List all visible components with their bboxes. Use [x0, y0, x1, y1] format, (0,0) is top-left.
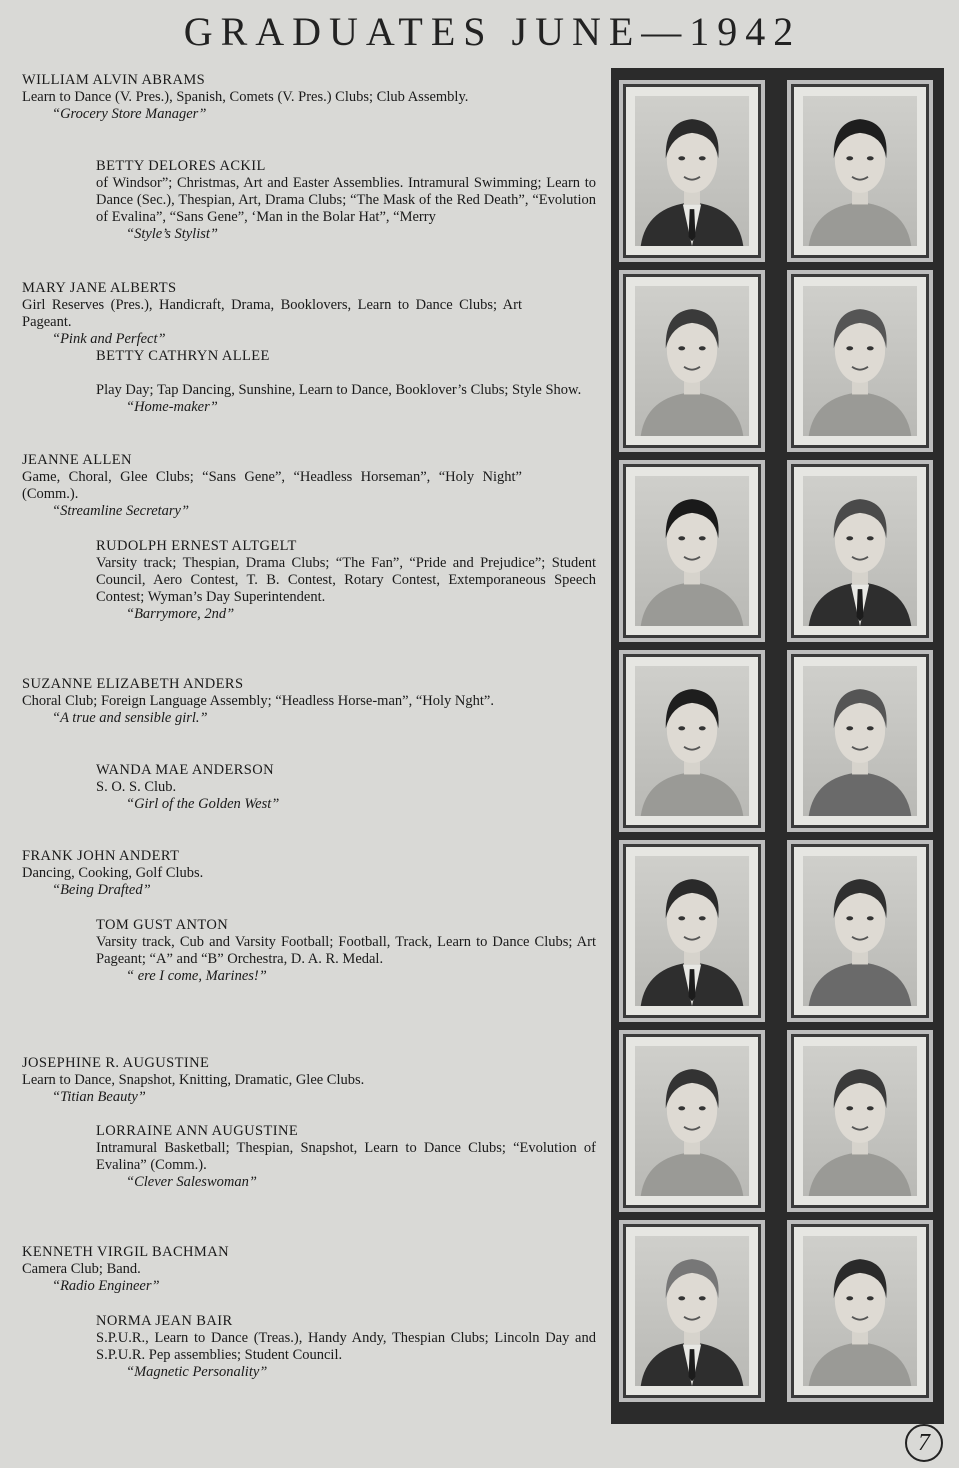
graduate-name: BETTY CATHRYN ALLEE [96, 348, 270, 364]
graduate-quote: “Titian Beauty” [52, 1089, 146, 1105]
portrait-right-eye [699, 916, 706, 920]
portrait-right-eye [699, 1106, 706, 1110]
portrait-shoulders [641, 1152, 744, 1196]
graduate-name: NORMA JEAN BAIR [96, 1313, 233, 1329]
graduate-quote: “A true and sensible girl.” [52, 710, 208, 726]
portrait-left-eye [678, 536, 685, 540]
portrait-left-eye [846, 726, 853, 730]
portrait-photo [803, 1046, 917, 1196]
portrait-silhouette [803, 476, 917, 626]
portrait-photo [635, 96, 749, 246]
entry-suzanne-anders [22, 676, 522, 727]
portrait-shoulders [809, 1342, 912, 1386]
graduate-portrait [619, 840, 765, 1022]
graduate-quote: “Girl of the Golden West” [126, 796, 280, 812]
portrait-left-eye [678, 1296, 685, 1300]
portrait-photo [635, 856, 749, 1006]
graduate-quote: “Pink and Perfect” [52, 331, 166, 347]
graduate-name: JEANNE ALLEN [22, 452, 132, 468]
portrait-photo [635, 1046, 749, 1196]
graduate-activities: of Windsor”; Christmas, Art and Easter Assemblies. Intramural Swimming; Learn to Dance (Sec.), Thespian, Art, Drama Clubs; “The Mask of the Red Death”, “Evolution of Evalina”, “Sans Gene”, ‘Man in the Bolar Hat”, “Merry [96, 175, 596, 225]
portrait-right-eye [867, 156, 874, 160]
entry-rudolph-altgelt [96, 538, 596, 623]
portrait-right-eye [699, 536, 706, 540]
portrait-left-eye [846, 1296, 853, 1300]
portrait-silhouette [803, 856, 917, 1006]
portrait-shoulders [809, 392, 912, 436]
portrait-left-eye [678, 916, 685, 920]
graduate-name: FRANK JOHN ANDERT [22, 848, 180, 864]
graduate-name: JOSEPHINE R. AUGUSTINE [22, 1055, 210, 1071]
graduate-activities: Camera Club; Band. [22, 1261, 141, 1277]
portrait-left-eye [678, 1106, 685, 1110]
portrait-silhouette [803, 1236, 917, 1386]
portrait-shoulders [641, 582, 744, 626]
entry-lorraine-augustine [96, 1123, 596, 1191]
portrait-left-eye [678, 156, 685, 160]
page-title: GRADUATES JUNE—1942 [183, 9, 802, 54]
portrait-photo [803, 476, 917, 626]
graduate-portrait [787, 460, 933, 642]
portrait-photo [803, 666, 917, 816]
graduate-quote: “Clever Saleswoman” [126, 1174, 257, 1190]
entry-betty-ackil [96, 158, 596, 243]
graduate-name: BETTY DELORES ACKIL [96, 158, 266, 174]
portrait-right-eye [867, 536, 874, 540]
graduate-quote: “Being Drafted” [52, 882, 151, 898]
portrait-silhouette [635, 476, 749, 626]
graduate-activities: S. O. S. Club. [96, 779, 177, 795]
graduate-quote: “Style’s Stylist” [126, 226, 218, 242]
graduate-activities: Dancing, Cooking, Golf Clubs. [22, 865, 204, 881]
portrait-left-eye [846, 346, 853, 350]
graduate-quote: “Barrymore, 2nd” [126, 606, 235, 622]
graduate-portrait [787, 270, 933, 452]
portrait-silhouette [635, 856, 749, 1006]
portrait-right-eye [867, 916, 874, 920]
portrait-photo [635, 286, 749, 436]
portrait-shoulders [641, 772, 744, 816]
portrait-photo [803, 856, 917, 1006]
portrait-right-eye [699, 726, 706, 730]
portrait-right-eye [867, 726, 874, 730]
graduate-name: MARY JANE ALBERTS [22, 280, 177, 296]
portrait-silhouette [635, 1046, 749, 1196]
graduate-activities: Choral Club; Foreign Language Assembly; “Headless Horse-man”, “Holy Nght”. [22, 693, 494, 709]
graduate-portrait [619, 1220, 765, 1402]
graduate-portrait [619, 80, 765, 262]
portrait-silhouette [803, 96, 917, 246]
portrait-tie [857, 589, 864, 621]
entry-frank-andert [22, 848, 522, 899]
portrait-photo [803, 286, 917, 436]
graduate-quote: “Streamline Secretary” [52, 503, 190, 519]
graduate-activities: Learn to Dance, Snapshot, Knitting, Dramatic, Glee Clubs. [22, 1072, 365, 1088]
graduate-activities: Play Day; Tap Dancing, Sunshine, Learn to Dance, Booklover’s Clubs; Style Show. [96, 382, 582, 398]
portrait-left-eye [846, 536, 853, 540]
entry-jeanne-allen [22, 452, 522, 520]
entry-wanda-anderson [96, 762, 596, 813]
graduate-name: LORRAINE ANN AUGUSTINE [96, 1123, 299, 1139]
portrait-shoulders [809, 772, 912, 816]
entry-william-abrams [22, 72, 522, 123]
graduate-activities: Girl Reserves (Pres.), Handicraft, Drama, Booklovers, Learn to Dance Clubs; Art Pageant. [22, 297, 522, 330]
graduate-name: RUDOLPH ERNEST ALTGELT [96, 538, 297, 554]
portrait-left-eye [846, 916, 853, 920]
graduate-name: TOM GUST ANTON [96, 917, 229, 933]
graduate-quote: “ ere I come, Marines!” [126, 968, 267, 984]
graduate-activities: Game, Choral, Glee Clubs; “Sans Gene”, “Headless Horseman”, “Holy Night” (Comm.). [22, 469, 522, 502]
portrait-tie [689, 969, 696, 1001]
graduate-name: KENNETH VIRGIL BACHMAN [22, 1244, 229, 1260]
portrait-photo [635, 476, 749, 626]
portrait-shoulders [809, 1152, 912, 1196]
graduate-name: WILLIAM ALVIN ABRAMS [22, 72, 206, 88]
graduate-quote: “Magnetic Personality” [126, 1364, 268, 1380]
graduate-quote: “Home-maker” [126, 399, 218, 415]
portrait-silhouette [635, 666, 749, 816]
portrait-silhouette [803, 1046, 917, 1196]
portrait-photo [803, 1236, 917, 1386]
portrait-silhouette [635, 96, 749, 246]
portrait-right-eye [699, 346, 706, 350]
graduate-portrait [619, 1030, 765, 1212]
portrait-panel [611, 68, 944, 1424]
portrait-tie [689, 209, 696, 241]
portrait-shoulders [641, 392, 744, 436]
entry-kenneth-bachman [22, 1244, 522, 1295]
graduate-quote: “Radio Engineer” [52, 1278, 160, 1294]
portrait-photo [635, 1236, 749, 1386]
graduate-quote: “Grocery Store Manager” [52, 106, 207, 122]
portrait-left-eye [678, 346, 685, 350]
portrait-photo [635, 666, 749, 816]
graduate-name: SUZANNE ELIZABETH ANDERS [22, 676, 244, 692]
graduate-name: WANDA MAE ANDERSON [96, 762, 274, 778]
entry-josephine-augustine [22, 1055, 522, 1106]
graduate-activities: Varsity track, Cub and Varsity Football; Football, Track, Learn to Dance Clubs; Art Pageant; “A” and “B” Orchestra, D. A. R. Medal. [96, 934, 596, 967]
graduate-portrait [787, 840, 933, 1022]
portrait-left-eye [846, 1106, 853, 1110]
graduate-activities: Varsity track; Thespian, Drama Clubs; “The Fan”, “Pride and Prejudice”; Student Council, Aero Contest, T. B. Contest, Rotary Contest, Extemporaneous Speech Contest; Wyman’s Day Superintendent. [96, 555, 596, 605]
graduate-portrait [787, 650, 933, 832]
portrait-right-eye [699, 1296, 706, 1300]
portrait-left-eye [846, 156, 853, 160]
portrait-shoulders [809, 962, 912, 1006]
graduate-activities: Learn to Dance (V. Pres.), Spanish, Comets (V. Pres.) Clubs; Club Assembly. [22, 89, 469, 105]
page-number: 7 [905, 1424, 943, 1462]
portrait-silhouette [635, 286, 749, 436]
portrait-silhouette [635, 1236, 749, 1386]
portrait-tie [689, 1349, 696, 1381]
portrait-silhouette [803, 286, 917, 436]
graduate-activities: Intramural Basketball; Thespian, Snapshot, Learn to Dance Clubs; “Evolution of Evalina” (Comm.). [96, 1140, 596, 1173]
portrait-right-eye [867, 1106, 874, 1110]
portrait-left-eye [678, 726, 685, 730]
portrait-right-eye [867, 346, 874, 350]
graduate-portrait [787, 1220, 933, 1402]
entry-mary-alberts [22, 280, 522, 348]
graduate-portrait [619, 460, 765, 642]
portrait-silhouette [803, 666, 917, 816]
graduate-portrait [787, 80, 933, 262]
portrait-right-eye [867, 1296, 874, 1300]
graduate-portrait [787, 1030, 933, 1212]
entry-betty-allee [96, 348, 596, 416]
entry-tom-anton [96, 917, 596, 985]
graduate-portrait [619, 650, 765, 832]
portrait-photo [803, 96, 917, 246]
graduate-portrait [619, 270, 765, 452]
graduate-activities: S.P.U.R., Learn to Dance (Treas.), Handy Andy, Thespian Clubs; Lincoln Day and S.P.U.R. Pep assemblies; Student Council. [96, 1330, 596, 1363]
portrait-right-eye [699, 156, 706, 160]
entry-norma-bair [96, 1313, 596, 1381]
portrait-shoulders [809, 202, 912, 246]
